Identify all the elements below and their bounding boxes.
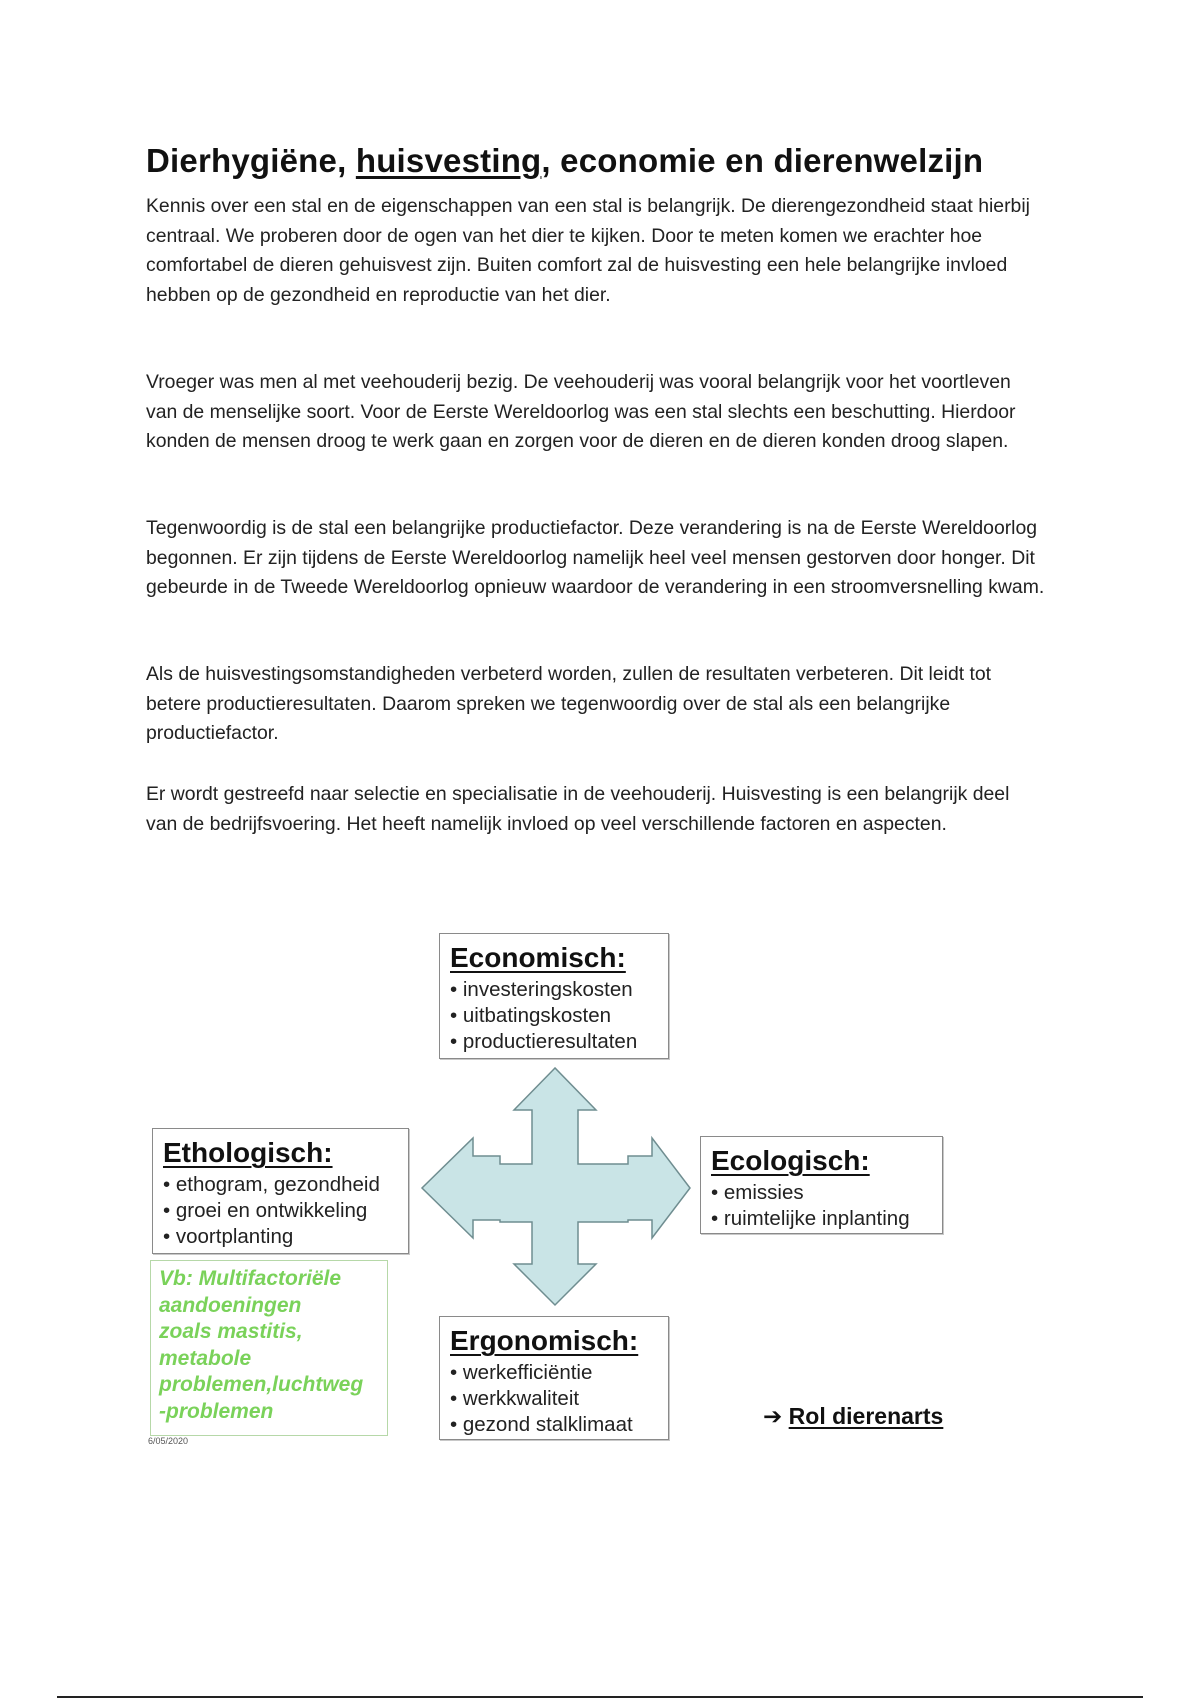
title-part-underlined: huisvesting	[355, 142, 542, 179]
example-note	[150, 1260, 388, 1436]
example-note-line: zoals mastitis,	[159, 1320, 303, 1343]
list-item: • ethogram, gezondheid	[163, 1172, 398, 1198]
ecologisch-title: Ecologisch:	[711, 1145, 870, 1176]
ergonomisch-box	[439, 1316, 669, 1440]
page-title	[146, 142, 983, 180]
list-item: • productieresultaten	[450, 1029, 658, 1055]
four-way-arrow-icon	[422, 1068, 690, 1305]
ethologisch-box	[152, 1128, 409, 1254]
ethologisch-title: Ethologisch:	[163, 1137, 333, 1168]
ecologisch-box	[700, 1136, 943, 1234]
arrow-right-icon: ➔	[763, 1403, 783, 1429]
ecologisch-list	[711, 1180, 932, 1232]
paragraph-2: Vroeger was men al met veehouderij bezig. De veehouderij was vooral belangrijk voor het voortleven van de menselijke soort. Voor de Eerste Wereldoorlog was een stal slechts een beschutting. Hierdoor konden de mensen droog te werk gaan en zorgen voor de dieren en de dieren konden droog slapen.	[146, 371, 1016, 452]
title-part-1: Dierhygiëne,	[146, 142, 356, 179]
ergonomisch-list	[450, 1360, 658, 1438]
ergonomisch-title: Ergonomisch:	[450, 1325, 639, 1356]
paragraph-3: Tegenwoordig is de stal een belangrijke productiefactor. Deze verandering is na de Eerste Wereldoorlog begonnen. Er zijn tijdens de Eerste Wereldoorlog namelijk heel veel mensen gestorven door honger. Dit gebeurde in de Tweede Wereldoorlog opnieuw waardoor de verandering in een stroomversnelling kwam.	[146, 517, 1045, 598]
rol-dierenarts-label: Rol dierenarts	[788, 1403, 944, 1429]
list-item: • werkkwaliteit	[450, 1386, 658, 1412]
paragraph-1: Kennis over een stal en de eigenschappen van een stal is belangrijk. De dierengezondheid staat hierbij centraal. We proberen door de ogen van het dier te kijken. Door te meten komen we erachter hoe comfortabel de dieren gehuisvest zijn. Buiten comfort zal de huisvesting een hele belangrijke invloed hebben op de gezondheid en reproductie van het dier.	[146, 195, 1030, 306]
paragraph-5: Er wordt gestreefd naar selectie en specialisatie in de veehouderij. Huisvesting is een belangrijk deel van de bedrijfsvoering. Het heeft namelijk invloed op veel verschillende factoren en aspecten.	[146, 783, 1010, 835]
economisch-box	[439, 933, 669, 1059]
example-note-line: aandoeningen	[159, 1293, 302, 1317]
list-item: • investeringskosten	[450, 977, 658, 1003]
example-note-line: metabole	[159, 1346, 252, 1370]
example-note-line: -problemen	[159, 1399, 274, 1423]
example-note-line: Vb: Multifactoriële	[159, 1267, 342, 1290]
list-item: • werkefficiëntie	[450, 1360, 658, 1386]
list-item: • groei en ontwikkeling	[163, 1198, 398, 1224]
paragraph-4: Als de huisvestingsomstandigheden verbeterd worden, zullen de resultaten verbeteren. Dit leidt tot betere productieresultaten. Daarom spreken we tegenwoordig over de stal als een belangrijke productiefactor.	[146, 663, 992, 744]
slide-date: 6/05/2020	[148, 1436, 189, 1446]
list-item: • uitbatingskosten	[450, 1003, 658, 1029]
title-part-3: , economie en dierenwelzijn	[541, 142, 984, 179]
list-item: • emissies	[711, 1180, 932, 1206]
list-item: • ruimtelijke inplanting	[711, 1206, 932, 1232]
economisch-list	[450, 977, 658, 1055]
list-item: • gezond stalklimaat	[450, 1412, 658, 1438]
list-item: • voortplanting	[163, 1224, 398, 1250]
example-note-line: problemen,luchtweg	[159, 1373, 364, 1396]
bottom-divider	[57, 1696, 1143, 1698]
economisch-title: Economisch:	[450, 942, 626, 973]
ethologisch-list	[163, 1172, 398, 1250]
rol-dierenarts	[763, 1403, 943, 1430]
